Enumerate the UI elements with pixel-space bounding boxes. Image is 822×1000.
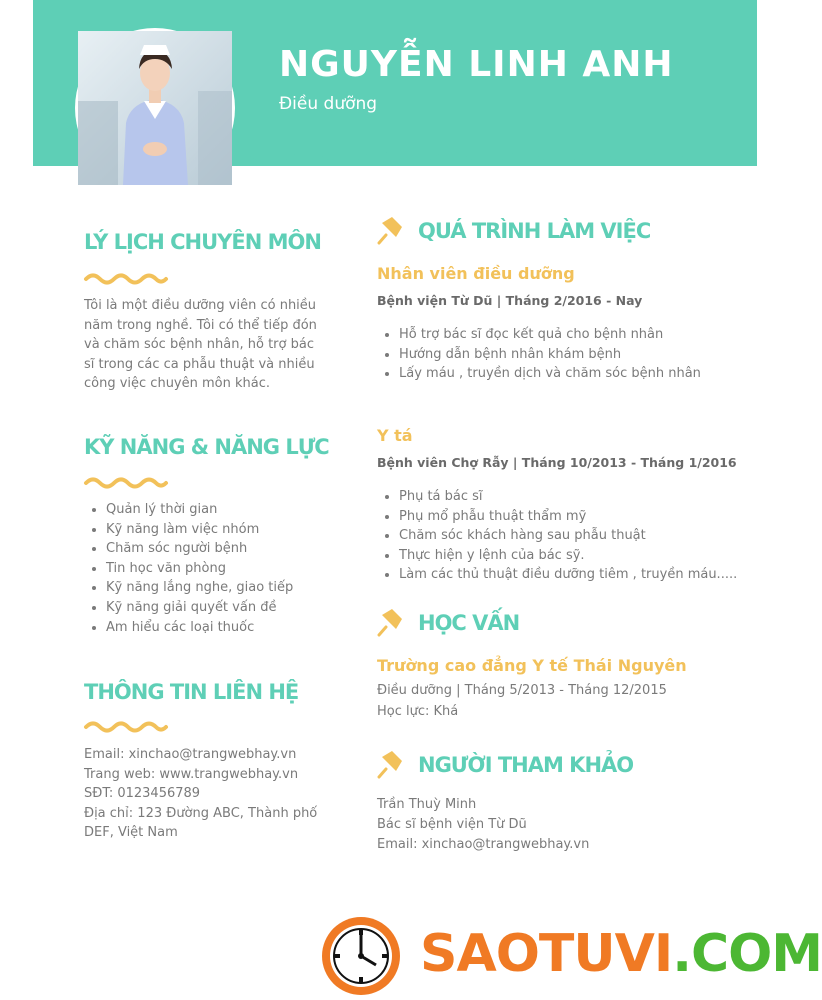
list-item: • Thực hiện y lệnh của bác sỹ. bbox=[399, 546, 737, 566]
list-item: • Lấy máu , truyền dịch và chăm sóc bệnh nhân bbox=[399, 364, 701, 384]
pushpin-icon bbox=[376, 749, 406, 779]
list-item: • Phụ tá bác sĩ bbox=[399, 487, 737, 507]
list-item: • Quản lý thời gian bbox=[106, 500, 293, 520]
list-item: • Kỹ năng lắng nghe, giao tiếp bbox=[106, 578, 293, 598]
contact-email: Email: xinchao@trangwebhay.vn bbox=[84, 747, 297, 762]
job-title: Nhân viên điều dưỡng bbox=[377, 264, 575, 283]
profile-line: Tôi là một điều dưỡng viên có nhiều bbox=[84, 298, 317, 313]
profile-line: và chăm sóc bệnh nhân, hỗ trợ bác bbox=[84, 337, 314, 353]
skills-title: KỸ NĂNG & NĂNG LỰC bbox=[84, 435, 329, 459]
profile-line: công việc chuyên môn khác. bbox=[84, 376, 270, 392]
list-item: • Am hiểu các loại thuốc bbox=[106, 618, 293, 638]
reference-details bbox=[377, 795, 589, 855]
reference-email: Email: xinchao@trangwebhay.vn bbox=[377, 837, 590, 852]
list-item: • Làm các thủ thuật điều dưỡng tiêm , truyền máu..... bbox=[399, 565, 737, 585]
experience-title: QUÁ TRÌNH LÀM VIỆC bbox=[418, 219, 651, 243]
profile-line: sĩ trong các ca phẫu thuật và nhiều bbox=[84, 356, 315, 372]
contact-title: THÔNG TIN LIÊN HỆ bbox=[84, 680, 299, 704]
nurse-photo bbox=[78, 31, 232, 185]
list-item: • Chăm sóc người bệnh bbox=[106, 539, 293, 559]
list-item: • Hỗ trợ bác sĩ đọc kết quả cho bệnh nhân bbox=[399, 325, 701, 345]
job-meta: Bệnh viên Chợ Rẫy | Tháng 10/2013 - Tháng 1/2016 bbox=[377, 455, 737, 470]
education-line: Học lực: Khá bbox=[377, 703, 459, 719]
candidate-name: NGUYỄN LINH ANH bbox=[279, 44, 674, 85]
reference-name: Trần Thuỳ Minh bbox=[377, 797, 477, 812]
job-title: Y tá bbox=[377, 426, 413, 445]
reference-position: Bác sĩ bệnh viện Từ Dũ bbox=[377, 817, 527, 832]
list-item: • Kỹ năng làm việc nhóm bbox=[106, 520, 293, 540]
list-item: • Hướng dẫn bệnh nhân khám bệnh bbox=[399, 345, 701, 365]
list-item: • Chăm sóc khách hàng sau phẫu thuật bbox=[399, 526, 737, 546]
contact-address: Địa chỉ: 123 Đường ABC, Thành phố bbox=[84, 805, 318, 821]
contact-address-cont: DEF, Việt Nam bbox=[84, 825, 178, 841]
list-item: • Tin học văn phòng bbox=[106, 559, 293, 579]
contact-website: Trang web: www.trangwebhay.vn bbox=[84, 766, 299, 782]
contact-phone: SĐT: 0123456789 bbox=[84, 786, 201, 802]
education-line: Điều dưỡng | Tháng 5/2013 - Tháng 12/2015 bbox=[377, 683, 667, 698]
skills-list bbox=[84, 500, 293, 637]
avatar bbox=[78, 31, 232, 185]
profile-line: năm trong nghề. Tôi có thể tiếp đón bbox=[84, 317, 317, 333]
clock-logo-icon bbox=[320, 915, 402, 997]
squiggle-divider bbox=[84, 474, 168, 488]
job-duties bbox=[377, 325, 701, 384]
pushpin-icon bbox=[376, 215, 406, 245]
profile-text bbox=[84, 296, 317, 394]
candidate-role: Điều dưỡng bbox=[279, 94, 378, 114]
education-details bbox=[377, 681, 667, 722]
profile-title: LÝ LỊCH CHUYÊN MÔN bbox=[84, 230, 321, 254]
education-title: HỌC VẤN bbox=[418, 611, 520, 635]
squiggle-divider bbox=[84, 718, 168, 732]
watermark-text bbox=[420, 924, 822, 984]
squiggle-divider bbox=[84, 270, 168, 284]
reference-title: NGƯỜI THAM KHẢO bbox=[418, 753, 634, 777]
job-duties bbox=[377, 487, 737, 585]
list-item: • Phụ mổ phẫu thuật thẩm mỹ bbox=[399, 507, 737, 527]
contact-info bbox=[84, 745, 317, 843]
watermark-part1: SAOTUVI bbox=[420, 924, 673, 984]
list-item: • Kỹ năng giải quyết vấn đề bbox=[106, 598, 293, 618]
school-name: Trường cao đẳng Y tế Thái Nguyên bbox=[377, 656, 687, 675]
job-meta: Bệnh viện Từ Dũ | Tháng 2/2016 - Nay bbox=[377, 293, 643, 308]
watermark-part2: .COM bbox=[672, 924, 822, 984]
pushpin-icon bbox=[376, 607, 406, 637]
